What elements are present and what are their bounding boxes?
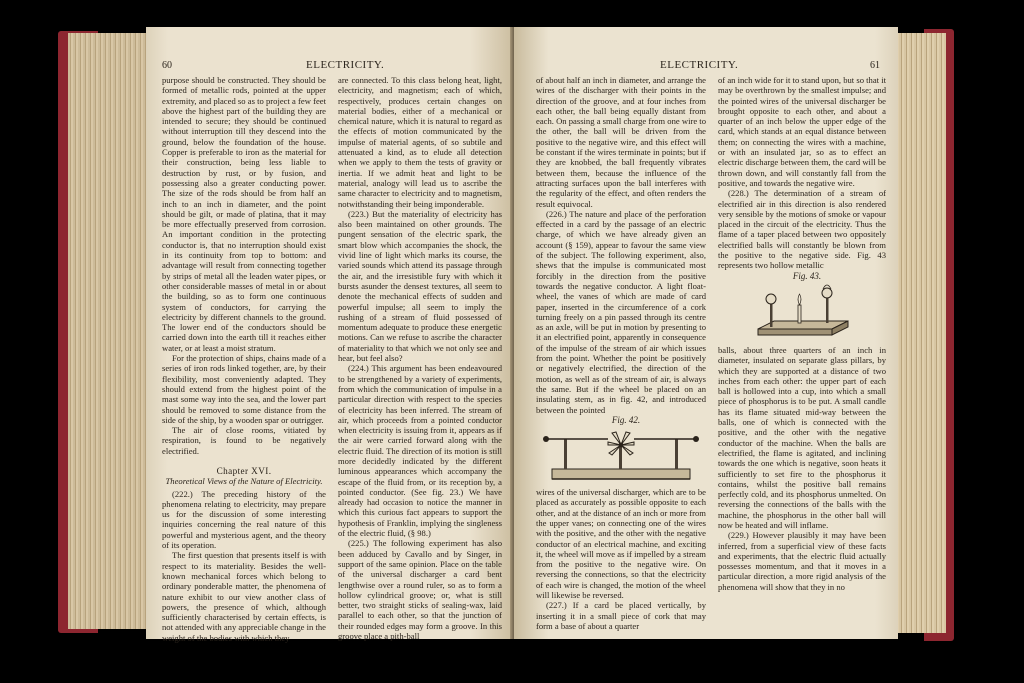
right-page-edges — [894, 33, 946, 633]
left-page-column-2 — [338, 75, 502, 642]
paragraph: (228.) The determination of a stream of electrified air in this direction is also rendered very sensible by the motions of smoke or vapour placed in the circuit of the electricity. Thus the flame of a taper placed between two oppositely electrified balls will constantly be blown from the positive to the negative side. Fig. 43 represents two hollow metallic — [718, 188, 886, 271]
paragraph: wires of the universal discharger, which are to be placed as accurately as possible opposite to each other, and at the distance of an inch or more from the upper vanes; on connecting one of the wires with the positive, and the other with the negative conductor of an electrical machine, and exciting it, the wheel will move as if impelled by a stream from the positive to the negative wire. On reversing the connections, so that the electricity of each wire is changed, the motion of the wheel will likewise be reversed. — [536, 487, 706, 601]
left-page-column-1 — [162, 75, 326, 643]
page-number-right: 61 — [870, 60, 880, 71]
paragraph: For the protection of ships, chains made of a series of iron rods linked together, are, by their flexibility, most conveniently adapted. They should extend from the highest point of the mast some way into the sea, and the lower part should be removed to some distance from the side of the ship, by a wooden spar or outrigger. — [162, 353, 326, 425]
figure-caption: Fig. 42. — [611, 414, 641, 425]
figure-43-phosphorus-balls-illustration — [752, 281, 852, 345]
paragraph: of about half an inch in diameter, and arrange the wires of the discharger with their points in the direction of the groove, and at four inches from each other, the ball being equally distant from each. On passing a small charge from one wire to the other, the ball will be driven from the positive to the negative wire, and this effect will be constant if the wires terminate in points; but if they are knobbed, the ball frequently vibrates between them, because the influence of the attracting surfaces upon the ball interferes with the regularity of the effect, and often renders the result equivocal. — [536, 75, 706, 209]
chapter-heading: Chapter XVI. — [216, 465, 272, 476]
paragraph: purpose should be constructed. They should be formed of metallic rods, pointed at the upper extremity, and placed so as to project a few feet above the highest part of the building they are intended to secure; they should be continued without interruption till they descend into the ground, below the foundation of the house. Copper is preferable to iron as the material for their construction, being less liable to destruction by rust, or by fusion, and possessing also a greater conducting power. The size of the rods should be from half an inch to an inch in diameter, and the point should be gilt, or made of platina, that it may be more effectually preserved from corrosion. An important condition in the protecting conductor is, that no interruption should exist in its continuity from top to bottom: and advantage will result from connecting together by strips of metal all the leaden water pipes, or other considerable masses of metal in or about the building, so as to form one continuous system of conductors, for carrying the electricity by different channels to the ground. The lower end of the conductors should be carried down into the earth till it reaches either water, or at least a moist stratum. — [162, 75, 326, 353]
paragraph: The first question that presents itself is with respect to its materiality. Besides the well-known mechanical forces which belong to ordinary ponderable matter, the phenomena of nature exhibit to our view another class of powers, the presence of which, although sufficiently characterised by certain effects, is not attended with any appreciable change in the weight of the bodies with which they — [162, 550, 326, 643]
paragraph: balls, about three quarters of an inch in diameter, insulated on separate glass pillars, by which they are supported at a distance of two inches from each other: the upper part of each ball is hollowed into a cup, into which a small piece of phosphorus is to be put. A small candle has its flame situated mid-way between the balls, one of which is connected with the positive, and the other with the negative conductor of the machine. When the balls are electrified, the flame is agitated, and inclining towards the one which is negative, soon heats it sufficiently to set fire to the phosphorus it contains, whilst the positive ball remains perfectly cold, and its phosphorus unmelted. On reversing the connections of the balls with the machine, the phosphorus in the other ball will now be heated and will inflame. — [718, 344, 886, 530]
paragraph: are connected. To this class belong heat, light, electricity, and magnetism; each of which, respectively, produces certain changes on material bodies, either of a mechanical or chemical nature, which it is natural to regard as the effects of motion communicated by the impulse of material agents, of so subtile and attenuated a kind, as to elude all detection when we apply to them the tests of gravity or inertia. If we admit heat and light to be material, analogy will lead us to ascribe the same character to electricity and to magnetism, notwithstanding their being imponderable. — [338, 75, 502, 209]
paragraph: (225.) The following experiment has also been adduced by Cavallo and by Singer, in support of the same opinion. Place on the table of the universal discharger a card bent lengthwise over a round ruler, so as to form a hollow cylindrical groove; or, what is still better, two straight sticks of sealing-wax, laid parallel to each other, so that the junction of their rounded edges may form a groove. In this groove place a pith-ball — [338, 538, 502, 642]
paragraph: (222.) The preceding history of the phenomena relating to electricity, may prepare us for the discussion of some interesting inquiries concerning the real nature of this powerful and mysterious agent, and the theory of its operation. — [162, 488, 326, 551]
paragraph: (229.) However plausibly it may have been inferred, from a superficial view of these facts and experiments, that the electric fluid actually possesses momentum, and that it moves in a particular direction, a more rigid analysis of the phenomena will show that they in no — [718, 530, 886, 592]
paragraph: (227.) If a card be placed vertically, by inserting it in a small piece of cork that may form a base of about a quarter — [536, 600, 706, 631]
right-page-column-2 — [718, 75, 886, 635]
right-page — [514, 27, 898, 639]
paragraph: (226.) The nature and place of the perforation effected in a card by the passage of an electric charge, of which we have already given an account (§ 159), appear to favour the same view of the subject. The following experiment, also, shews that the impulse is communicated most forcibly in the direction from the positive towards the negative conductor. A light float-wheel, the vanes of which are made of card paper, inserted in the circumference of a cork turning freely on a pin passed through its centre as an axle, will be put in motion by presenting to it an electrified point, apparently in consequence of the impulse of the stream of air which issues from the point. Whether the point be positively or negatively electrified, the direction of the motion, as well as of the stream of air, is always the same. But if the wheel be placed on an insulating stem, as in fig. 42, and introduced between the pointed — [536, 208, 706, 415]
page-number-left: 60 — [162, 60, 172, 71]
figure-caption: Fig. 43. — [792, 270, 822, 281]
running-head-right: ELECTRICITY. — [660, 59, 739, 71]
chapter-subtitle: Theoretical Views of the Nature of Electricity. — [165, 476, 323, 487]
paragraph: (223.) But the materiality of electricity has also been maintained on other grounds. The pungent sensation of the electric spark, the smart blow which accompanies the shock, the vivid line of light which marks its course, the varied sounds which attend its passage through the air, and the irresistible fury with which it bursts asunder the densest textures, all seem to denote the mechanical effects of sudden and powerful impulse; all seem to imply the rushing of a stream of fluid possessed of momentum adequate to produce these energetic motions. Can we refuse to ascribe the character of materiality to that which we not only see and hear, but feel also? — [338, 208, 502, 364]
paragraph: (224.) This argument has been endeavoured to be strengthened by a variety of experiments, from which the communication of impulse in a particular direction with respect to the species of electricity has been inferred. The stream of air, which proceeds from a pointed conductor when electricity is issuing from it, appears as if the air were carried forward along with the electric fluid. The direction of its motion is still more decidedly indicated by the different luminous appearances which accompany the escape of the fluid from, or its reception by, a pointed conductor. (See fig. 23.) We have already had occasion to notice the manner in which this curious fact appears to support the hypothesis of Franklin, implying the singleness of the electric fluid, (§ 98.) — [338, 363, 502, 539]
left-page-edges — [68, 33, 150, 629]
right-page-column-1 — [536, 75, 706, 635]
open-book — [58, 27, 954, 647]
running-head-left: ELECTRICITY. — [306, 59, 385, 71]
left-page — [146, 27, 514, 643]
paragraph: The air of close rooms, vitiated by respiration, is found to be negatively electrified. — [162, 425, 326, 456]
paragraph: of an inch wide for it to stand upon, but so that it may be overthrown by the smallest impulse; and the pointed wires of the universal discharger be brought opposite to each other, and about a quarter of an inch below the upper edge of the card, which stands at an equal distance between them; on connecting the wires with a machine, or with an insulated jar, so as to effect an electric discharge between them, the card will be thrown down, and will constantly fall from the positive, and towards the negative wire. — [718, 75, 886, 188]
figure-42-float-wheel-illustration — [542, 425, 700, 487]
